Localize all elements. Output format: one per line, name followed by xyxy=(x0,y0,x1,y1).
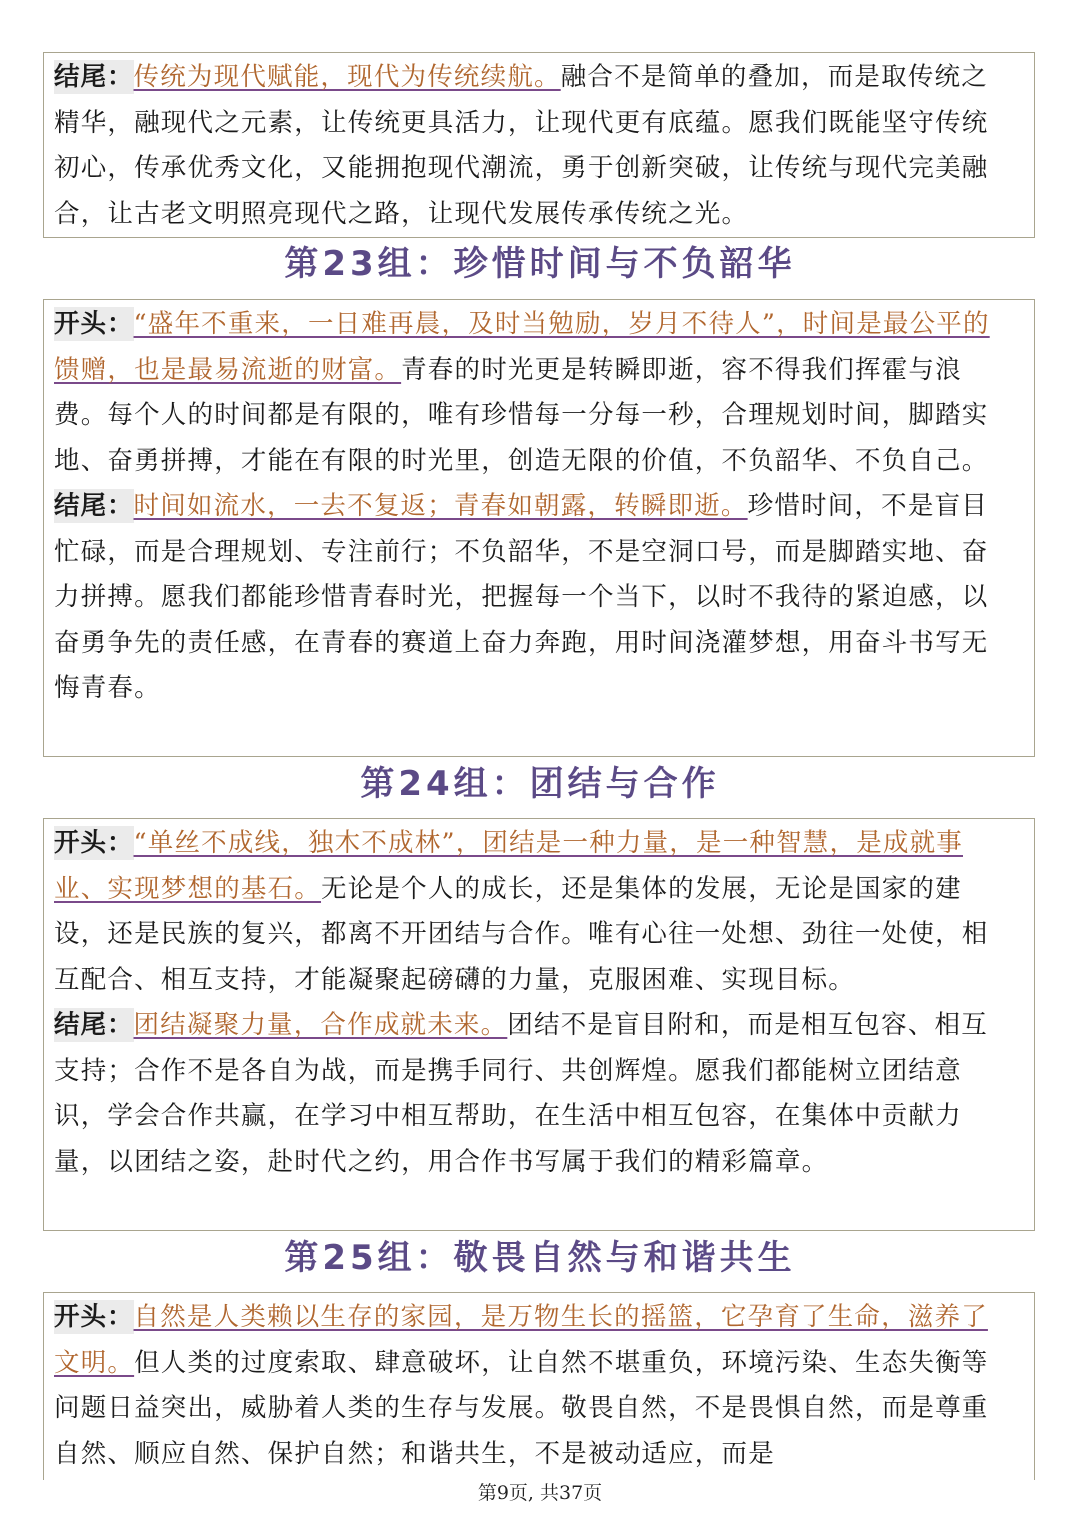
opening-body: 青春的时光更是转瞬即逝，容不得我们挥霍与浪费。每个人的时间都是有限的，唯有珍惜每一分每一秒，合理规划时间，脚踏实地、奋勇拼搏，才能在有限的时光里，创造无限的价值，不负韶华、不负自己。 xyxy=(54,354,989,476)
ending-quote: 时间如流水，一去不复返；青春如朝露，转瞬即逝。 xyxy=(133,491,748,521)
ending-body: 珍惜时间，不是盲目忙碌，而是合理规划、专注前行；不负韶华，不是空洞口号，而是脚踏实地、奋力拼搏。愿我们都能珍惜青春时光，把握每一个当下，以时不我待的紧迫感，以奋勇争先的责任感，在青春的赛道上奋力奔跑，用时间浇灌梦想，用奋斗书写无悔青春。 xyxy=(54,491,989,703)
section25-opening-paragraph xyxy=(54,1295,1014,1477)
section23-ending-paragraph xyxy=(54,484,1014,712)
section24-box xyxy=(43,818,1035,1231)
opening-label: 开头： xyxy=(54,828,134,858)
ending-label: 结尾： xyxy=(54,1010,134,1040)
section25-box xyxy=(43,1292,1035,1480)
ending-label: 结尾： xyxy=(54,62,134,92)
ending-quote: 传统为现代赋能，现代为传统续航。 xyxy=(133,62,561,92)
section23-box xyxy=(43,299,1035,757)
opening-label: 开头： xyxy=(54,1302,134,1332)
page-number-footer: 第9页, 共37页 xyxy=(477,1482,603,1504)
section23-opening-paragraph xyxy=(54,302,1014,484)
section22-ending-box xyxy=(43,52,1035,238)
section23-title: 第23组：珍惜时间与不负韶华 xyxy=(284,244,796,284)
opening-quote: 自然是人类赖以生存的家园，是万物生长的摇篮，它孕育了生命，滋养了文明。 xyxy=(54,1302,988,1378)
ending-quote: 团结凝聚力量，合作成就未来。 xyxy=(133,1010,508,1040)
ending-body: 团结不是盲目附和，而是相互包容、相互支持；合作不是各自为战，而是携手同行、共创辉煌。愿我们都能树立团结意识，学会合作共赢，在学习中相互帮助，在生活中相互包容，在集体中贡献力量，以团结之姿，赴时代之约，用合作书写属于我们的精彩篇章。 xyxy=(54,1010,988,1177)
section25-title: 第25组：敬畏自然与和谐共生 xyxy=(284,1238,796,1278)
ending-body: 融合不是简单的叠加，而是取传统之精华，融现代之元素，让传统更具活力，让现代更有底蕴。愿我们既能坚守传统初心，传承优秀文化，又能拥抱现代潮流，勇于创新突破，让传统与现代完美融合，让古老文明照亮现代之路，让现代发展传承传统之光。 xyxy=(54,62,989,229)
section24-ending-paragraph xyxy=(54,1003,1014,1185)
opening-body: 但人类的过度索取、肆意破坏，让自然不堪重负，环境污染、生态失衡等问题日益突出，威胁着人类的生存与发展。敬畏自然，不是畏惧自然，而是尊重自然、顺应自然、保护自然；和谐共生，不是被动适应，而是 xyxy=(54,1347,989,1469)
section22-ending-paragraph xyxy=(54,55,1014,237)
section24-title: 第24组：团结与合作 xyxy=(360,764,720,804)
ending-label: 结尾： xyxy=(54,491,134,521)
opening-quote: “单丝不成线，独木不成林”，团结是一种力量，是一种智慧，是成就事业、实现梦想的基石。 xyxy=(54,828,963,904)
section24-opening-paragraph xyxy=(54,821,1014,1003)
opening-body: 无论是个人的成长，还是集体的发展，无论是国家的建设，还是民族的复兴，都离不开团结与合作。唯有心往一处想、劲往一处使，相互配合、相互支持，才能凝聚起磅礴的力量，克服困难、实现目标。 xyxy=(54,873,989,995)
opening-label: 开头： xyxy=(54,309,134,339)
opening-quote: “盛年不重来，一日难再晨，及时当勉励，岁月不待人”，时间是最公平的馈赠，也是最易流逝的财富。 xyxy=(54,309,990,385)
